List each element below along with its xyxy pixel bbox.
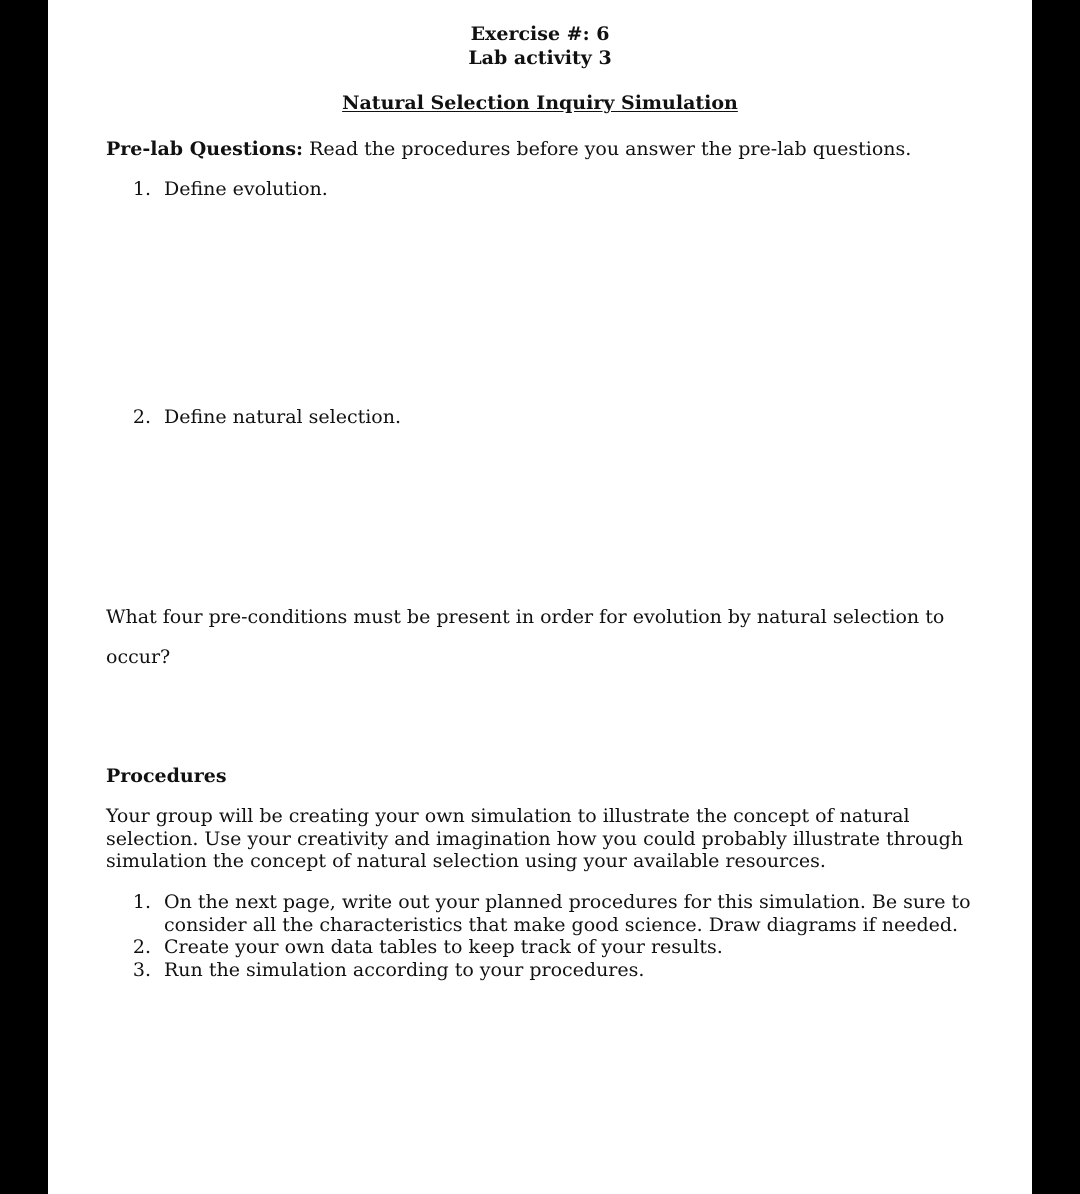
preconditions-question-line2: occur? xyxy=(106,646,171,668)
paragraph-line: selection. Use your creativity and imagination how you could probably illustrate through xyxy=(106,827,964,850)
list-number: 2. xyxy=(132,406,151,428)
step-text-line: Create your own data tables to keep track of your results. xyxy=(164,936,723,958)
page-title-text: Natural Selection Inquiry Simulation xyxy=(342,92,738,114)
prelab-label: Pre-lab Questions: xyxy=(106,138,304,160)
step-text-line: consider all the characteristics that make good science. Draw diagrams if needed. xyxy=(164,914,959,936)
document-page xyxy=(48,0,1032,1194)
prelab-intro xyxy=(106,138,911,161)
exercise-number: Exercise #: 6 xyxy=(470,23,610,45)
preconditions-question-line1: What four pre-conditions must be present in order for evolution by natural selection to xyxy=(106,606,945,628)
list-number: 1. xyxy=(132,891,151,913)
step-text-line: Run the simulation according to your procedures. xyxy=(164,959,645,981)
step-text-line: On the next page, write out your planned procedures for this simulation. Be sure to xyxy=(164,891,971,913)
paragraph-line: Your group will be creating your own simulation to illustrate the concept of natural xyxy=(106,805,910,827)
question-text: Define natural selection. xyxy=(164,406,402,428)
prelab-instruction: Read the procedures before you answer the pre-lab questions. xyxy=(303,138,912,160)
list-number: 3. xyxy=(132,959,151,981)
list-number: 2. xyxy=(132,936,151,958)
list-number: 1. xyxy=(132,178,151,200)
lab-activity: Lab activity 3 xyxy=(468,47,612,69)
question-text: Define evolution. xyxy=(164,178,328,200)
list-item xyxy=(48,891,1032,937)
page-title xyxy=(48,92,1032,115)
procedures-heading: Procedures xyxy=(106,765,227,787)
paragraph-line: simulation the concept of natural selection using your available resources. xyxy=(106,850,826,873)
procedures-paragraph xyxy=(106,805,986,873)
